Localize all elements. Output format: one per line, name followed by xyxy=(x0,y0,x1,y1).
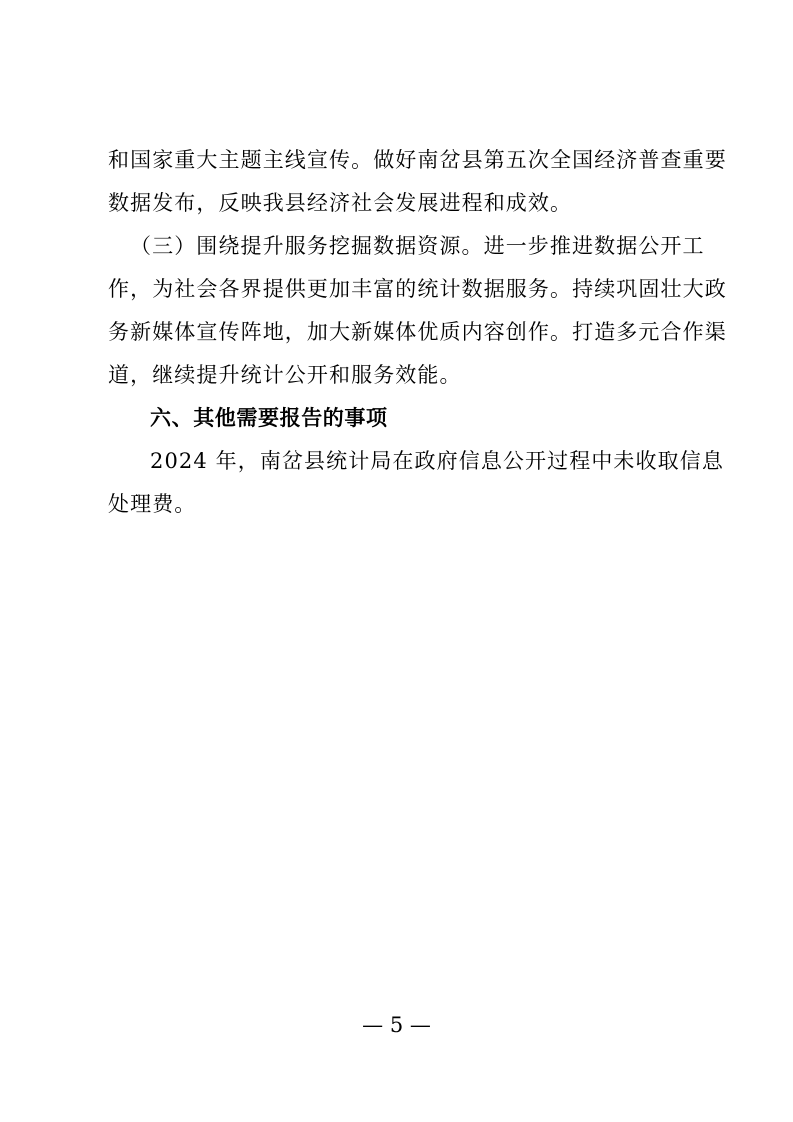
body-text-line: 处理费。 xyxy=(108,492,197,516)
body-text-line: （三）围绕提升服务挖掘数据资源。进一步推进数据公开工 xyxy=(130,234,705,258)
body-text-line: 道，继续提升统计公开和服务效能。 xyxy=(108,363,462,387)
page-number: — 5 — xyxy=(362,1013,431,1037)
section-heading: 六、其他需要报告的事项 xyxy=(150,406,388,430)
body-text-line: 务新媒体宣传阵地，加大新媒体优质内容创作。打造多元合作渠 xyxy=(108,320,727,344)
body-text-line: 数据发布，反映我县经济社会发展进程和成效。 xyxy=(108,191,573,215)
body-text-line: 作，为社会各界提供更加丰富的统计数据服务。持续巩固壮大政 xyxy=(108,277,727,301)
body-text-line: 2024 年，南岔县统计局在政府信息公开过程中未收取信息 xyxy=(150,449,724,473)
body-text-line: 和国家重大主题主线宣传。做好南岔县第五次全国经济普查重要 xyxy=(108,148,727,172)
